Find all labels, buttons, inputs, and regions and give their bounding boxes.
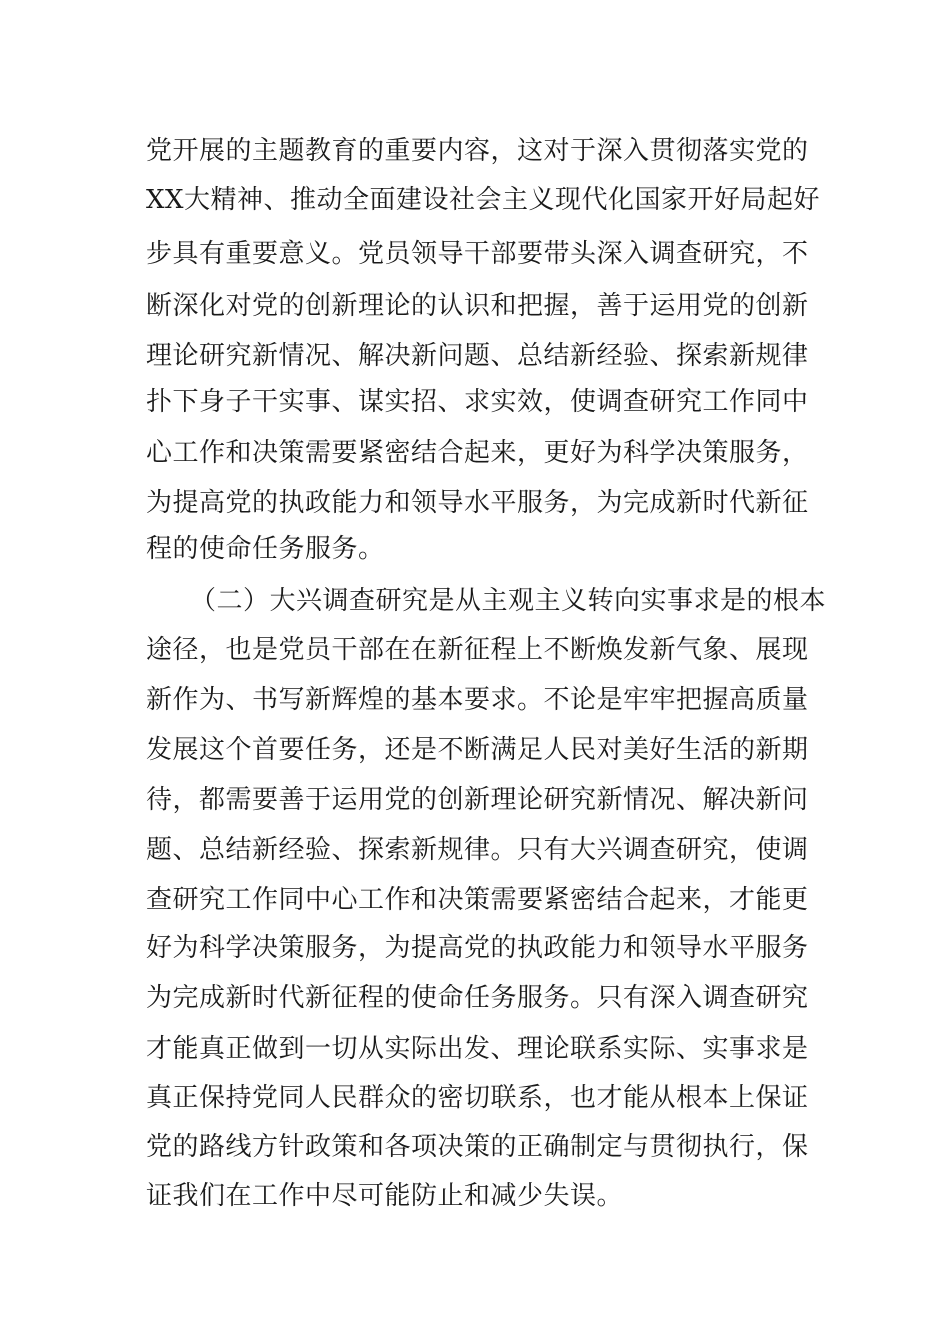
paragraph-1-line-6: 扑下身子干实事、谋实招、求实效，使调查研究工作同中 <box>146 387 809 417</box>
paragraph-2-line-9: 为完成新时代新征程的使命任务服务。只有深入调查研究 <box>146 983 809 1013</box>
paragraph-2-line-12: 党的路线方针政策和各项决策的正确制定与贯彻执行，保 <box>146 1132 809 1162</box>
paragraph-1-line-9: 程的使命任务服务。 <box>146 534 385 564</box>
paragraph-2-line-11: 真正保持党同人民群众的密切联系，也才能从根本上保证 <box>146 1083 809 1113</box>
paragraph-1-line-2: XX大精神、推动全面建设社会主义现代化国家开好局起好 <box>146 185 821 215</box>
paragraph-2-line-2: 途径，也是党员干部在在新征程上不断焕发新气象、展现 <box>146 635 809 665</box>
paragraph-1-line-1: 党开展的主题教育的重要内容，这对于深入贯彻落实党的 <box>146 136 809 166</box>
paragraph-2-line-8: 好为科学决策服务，为提高党的执政能力和领导水平服务 <box>146 933 809 963</box>
paragraph-1-line-3: 步具有重要意义。党员领导干部要带头深入调查研究，不 <box>146 239 809 269</box>
paragraph-1-line-8: 为提高党的执政能力和领导水平服务，为完成新时代新征 <box>146 488 809 518</box>
paragraph-2-line-4: 发展这个首要任务，还是不断满足人民对美好生活的新期 <box>146 735 809 765</box>
paragraph-2-line-7: 查研究工作同中心工作和决策需要紧密结合起来，才能更 <box>146 885 809 915</box>
paragraph-2-line-10: 才能真正做到一切从实际出发、理论联系实际、实事求是 <box>146 1034 809 1064</box>
paragraph-1-line-5: 理论研究新情况、解决新问题、总结新经验、探索新规律 <box>146 341 809 371</box>
paragraph-1-line-7: 心工作和决策需要紧密结合起来，更好为科学决策服务， <box>146 438 809 468</box>
paragraph-2-line-13: 证我们在工作中尽可能防止和减少失误。 <box>146 1181 624 1211</box>
paragraph-2-line-3: 新作为、书写新辉煌的基本要求。不论是牢牢把握高质量 <box>146 685 809 715</box>
paragraph-2-line-5: 待，都需要善于运用党的创新理论研究新情况、解决新问 <box>146 785 809 815</box>
paragraph-2-line-1: （二）大兴调查研究是从主观主义转向实事求是的根本 <box>190 586 827 616</box>
paragraph-1-line-4: 断深化对党的创新理论的认识和把握，善于运用党的创新 <box>146 291 809 321</box>
paragraph-2-line-6: 题、总结新经验、探索新规律。只有大兴调查研究，使调 <box>146 835 809 865</box>
